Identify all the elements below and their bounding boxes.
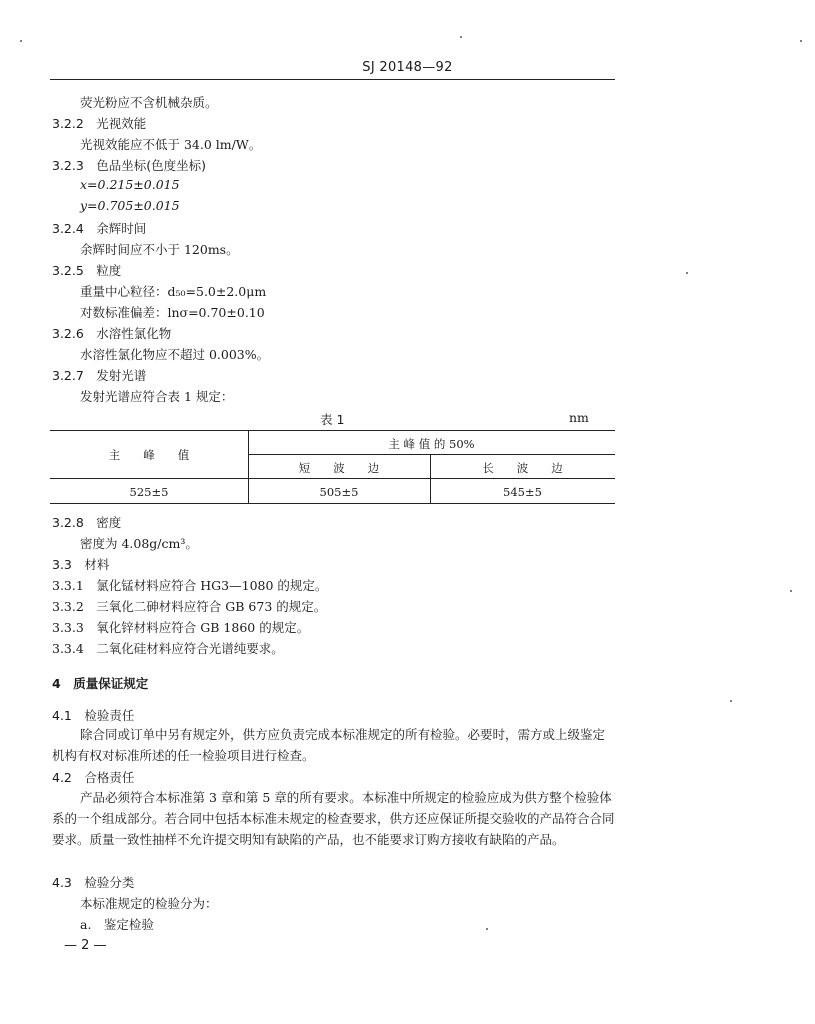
- section-heading: 3.3 材料: [52, 557, 110, 572]
- text-line: 发射光谱应符合表 1 规定：: [80, 389, 234, 404]
- section-heading: 4.1 检验责任: [52, 708, 135, 723]
- list-item: a. 鉴定检验: [80, 917, 154, 932]
- scan-speck: [486, 928, 488, 930]
- scan-speck: [730, 700, 732, 702]
- text-line: 荧光粉应不含机械杂质。: [80, 95, 218, 110]
- scan-speck: [460, 36, 462, 38]
- table-cell: 525±5: [129, 485, 169, 499]
- scan-speck: [790, 590, 792, 592]
- text-line: 余辉时间应不小于 120ms。: [80, 242, 239, 257]
- scan-speck: [800, 40, 802, 42]
- text-line: 3.3.4 二氧化硅材料应符合光谱纯要求。: [52, 641, 284, 656]
- section-heading: 4.2 合格责任: [52, 770, 135, 785]
- header-rule: [50, 79, 615, 80]
- section-heading: 3.2.6 水溶性氯化物: [52, 326, 172, 341]
- table-header-short-edge: 短 波 边: [298, 461, 380, 475]
- table-unit: nm: [569, 410, 589, 425]
- section-heading: 3.2.7 发射光谱: [52, 368, 147, 383]
- section-heading: 3.2.3 色品坐标(色度坐标): [52, 158, 207, 173]
- table-header-main-peak: 主 峰 值: [108, 448, 190, 462]
- text-line: 密度为 4.08g/cm³。: [80, 536, 198, 551]
- table-header-divider: [248, 454, 615, 455]
- section-heading: 3.2.2 光视效能: [52, 116, 147, 131]
- page-number: — 2 —: [64, 938, 107, 953]
- table-header-rule: [50, 478, 615, 479]
- text-line: 本标准规定的检验分为：: [80, 896, 218, 911]
- scan-speck: [686, 272, 688, 274]
- page-header: SJ 20148—92: [362, 60, 453, 75]
- formula-line: y=0.705±0.015: [80, 198, 180, 213]
- chapter-heading: 4 质量保证规定: [52, 676, 149, 691]
- section-heading: 3.2.5 粒度: [52, 263, 122, 278]
- table-bottom-rule: [50, 503, 615, 504]
- text-line: 3.3.2 三氧化二砷材料应符合 GB 673 的规定。: [52, 599, 327, 614]
- table-cell: 505±5: [319, 485, 359, 499]
- text-line: 重量中心粒径：d₅₀=5.0±2.0μm: [80, 284, 267, 299]
- text-line: 水溶性氯化物应不超过 0.003%。: [80, 347, 270, 362]
- text-line: 3.3.3 氧化锌材料应符合 GB 1860 的规定。: [52, 620, 310, 635]
- section-heading: 4.3 检验分类: [52, 875, 135, 890]
- table-top-rule: [50, 430, 615, 431]
- text-line: 光视效能应不低于 34.0 lm/W。: [80, 137, 262, 152]
- table-cell: 545±5: [503, 485, 542, 499]
- section-heading: 3.2.8 密度: [52, 515, 122, 530]
- table-header-half-peak: 主 峰 值 的 50%: [388, 437, 475, 451]
- table-title: 表 1: [320, 412, 345, 427]
- text-line: 3.3.1 氯化锰材料应符合 HG3—1080 的规定。: [52, 578, 328, 593]
- section-heading: 3.2.4 余辉时间: [52, 221, 147, 236]
- formula-line: x=0.215±0.015: [80, 177, 180, 192]
- text-line: 对数标准偏差：lnσ=0.70±0.10: [80, 305, 265, 320]
- scan-speck: [20, 40, 22, 42]
- paragraph: 产品必须符合本标准第 3 章和第 5 章的所有要求。本标准中所规定的检验应成为供方整个检验体系的一个组成部分。若合同中包括本标准未规定的检查要求，供方还应保证所提交验收的产品符合合同要求。质量一致性抽样不允许提交明知有缺陷的产品，也不能要求订购方接收有缺陷的产品。: [52, 790, 615, 847]
- table-header-long-edge: 长 波 边: [482, 461, 563, 475]
- paragraph: 除合同或订单中另有规定外，供方应负责完成本标准规定的所有检验。必要时，需方或上级鉴定机构有权对标准所述的任一检验项目进行检查。: [52, 727, 606, 763]
